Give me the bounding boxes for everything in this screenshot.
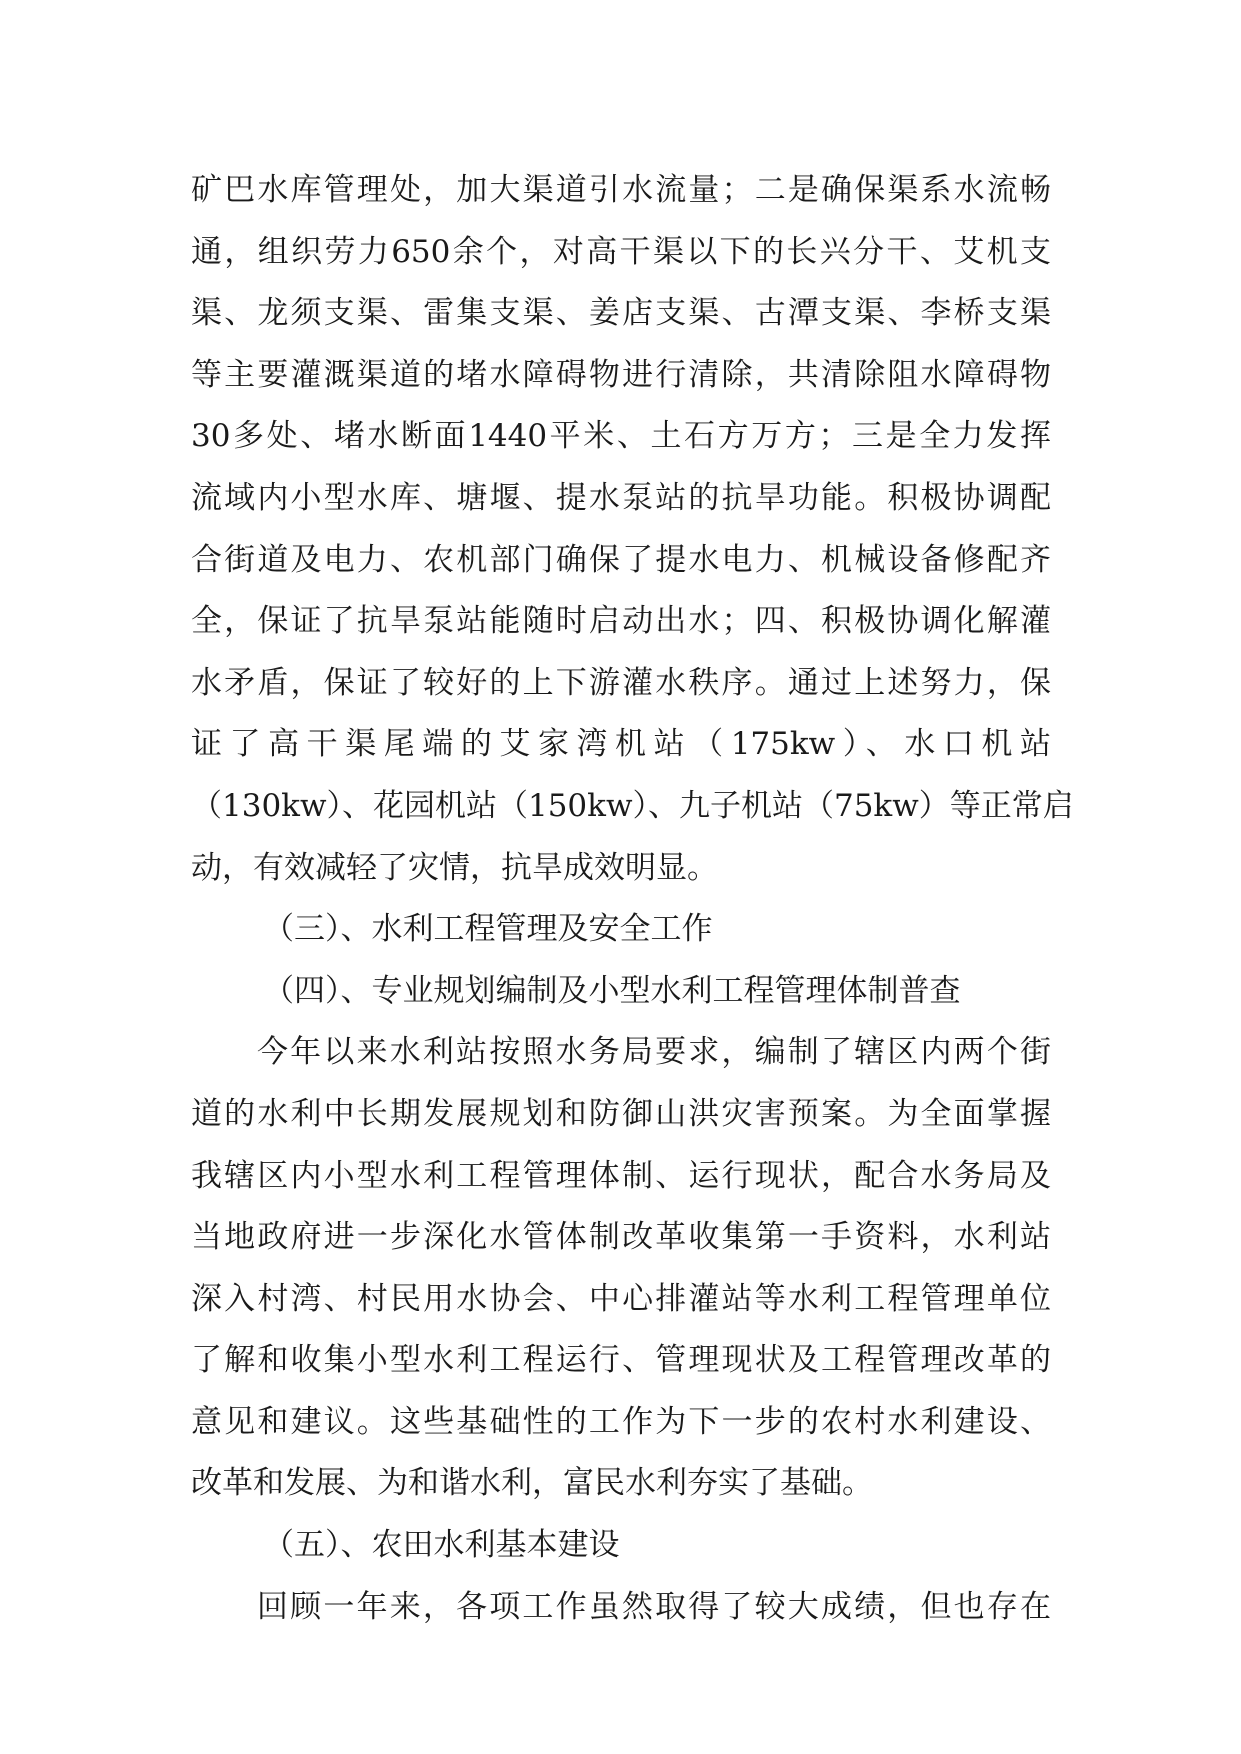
text-line: 等主要灌溉渠道的堵水障碍物进行清除，共清除阻水障碍物 xyxy=(191,356,1051,393)
text-line: 我辖区内小型水利工程管理体制、运行现状，配合水务局及 xyxy=(191,1157,1051,1194)
section-heading-4 xyxy=(191,961,1051,1023)
section-heading-3 xyxy=(191,899,1051,961)
text-line: 通，组织劳力650余个，对高干渠以下的长兴分干、艾机支 xyxy=(191,233,1051,270)
paragraph-planning xyxy=(191,1022,1051,1515)
document-body xyxy=(191,160,1074,1638)
section-heading-5 xyxy=(191,1515,1051,1577)
text-line: 深入村湾、村民用水协会、中心排灌站等水利工程管理单位 xyxy=(191,1280,1051,1317)
text-line: 当地政府进一步深化水管体制改革收集第一手资料，水利站 xyxy=(191,1219,1051,1256)
heading-text: （五）、农田水利基本建设 xyxy=(263,1527,620,1564)
paragraph-drought-relief xyxy=(191,160,1074,899)
text-line: 意见和建议。这些基础性的工作为下一步的农村水利建设、 xyxy=(191,1403,1051,1440)
text-line: 流域内小型水库、塘堰、提水泵站的抗旱功能。积极协调配 xyxy=(191,479,1051,516)
heading-text: （三）、水利工程管理及安全工作 xyxy=(263,911,713,948)
text-line: 全，保证了抗旱泵站能随时启动出水；四、积极协调化解灌 xyxy=(191,603,1051,640)
text-line: 改革和发展、为和谐水利，富民水利夯实了基础。 xyxy=(191,1465,873,1502)
text-line: 证了高干渠尾端的艾家湾机站（175kw）、水口机站 xyxy=(191,726,1051,763)
text-line: 今年以来水利站按照水务局要求，编制了辖区内两个街 xyxy=(257,1034,1051,1071)
text-line: 道的水利中长期发展规划和防御山洪灾害预案。为全面掌握 xyxy=(191,1095,1051,1132)
text-line: 水矛盾，保证了较好的上下游灌水秩序。通过上述努力，保 xyxy=(191,664,1051,701)
text-line: 了解和收集小型水利工程运行、管理现状及工程管理改革的 xyxy=(191,1342,1051,1379)
text-line: 30多处、堵水断面1440平米、土石方万方；三是全力发挥 xyxy=(191,418,1051,455)
text-line: （130kw）、花园机站（150kw）、九子机站（75kw）等正常启 xyxy=(191,787,1074,824)
paragraph-review xyxy=(191,1577,1051,1639)
text-line: 矿巴水库管理处，加大渠道引水流量；二是确保渠系水流畅 xyxy=(191,172,1051,208)
heading-text: （四）、专业规划编制及小型水利工程管理体制普查 xyxy=(263,972,961,1009)
text-line: 合街道及电力、农机部门确保了提水电力、机械设备修配齐 xyxy=(191,541,1051,578)
text-line: 动，有效减轻了灾情，抗旱成效明显。 xyxy=(191,849,718,886)
text-line: 渠、龙须支渠、雷集支渠、姜店支渠、古潭支渠、李桥支渠 xyxy=(191,295,1051,332)
text-line: 回顾一年来，各项工作虽然取得了较大成绩，但也存在 xyxy=(257,1588,1051,1625)
